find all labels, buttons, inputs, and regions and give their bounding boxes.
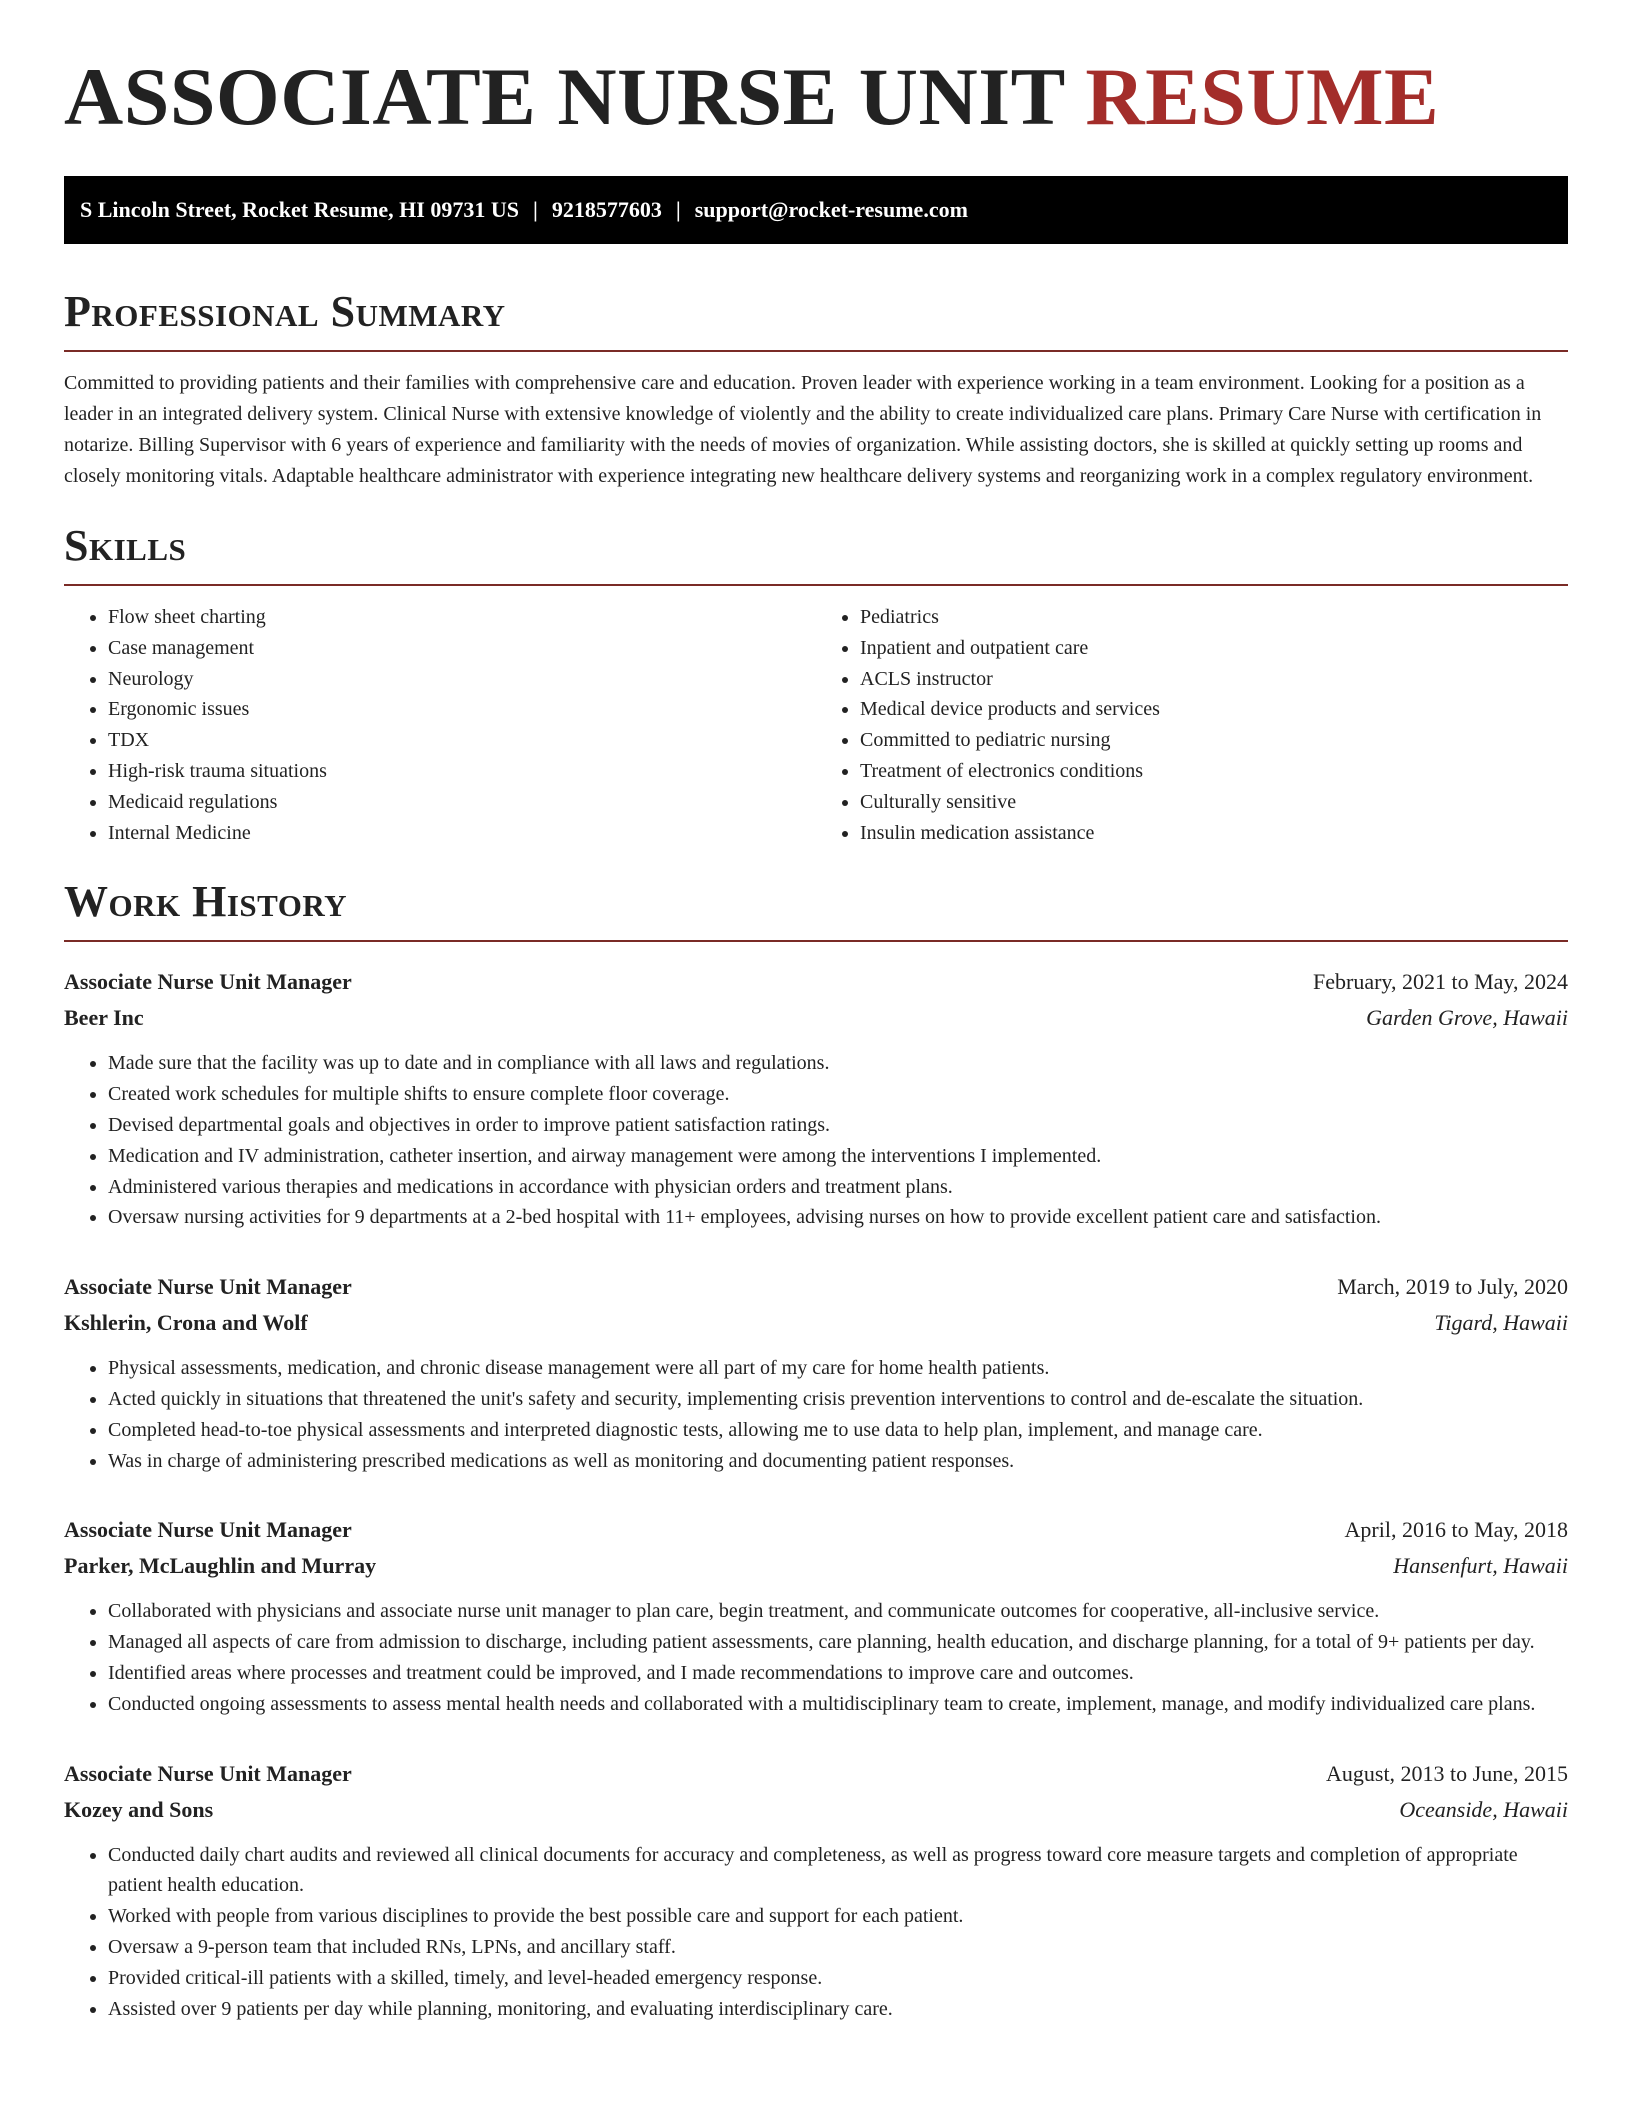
skill-item: • Case management xyxy=(108,633,816,664)
job-company-row xyxy=(64,1792,1568,1828)
job-company-row xyxy=(64,1000,1568,1036)
skill-item: • Culturally sensitive xyxy=(860,787,1568,818)
job-header-row xyxy=(64,1512,1568,1548)
job-header-row xyxy=(64,1756,1568,1792)
job-header-row xyxy=(64,964,1568,1000)
job-bullets xyxy=(64,1353,1568,1476)
skill-item: • Medicaid regulations xyxy=(108,787,816,818)
skill-item: • Committed to pediatric nursing xyxy=(860,725,1568,756)
job-company: Kshlerin, Crona and Wolf xyxy=(64,1310,308,1336)
skill-item: • Ergonomic issues xyxy=(108,694,816,725)
job-bullet: • Made sure that the facility was up to date and in compliance with all laws and regulations. xyxy=(108,1048,1568,1079)
job-title: Associate Nurse Unit Manager xyxy=(64,1760,352,1786)
section-divider xyxy=(64,584,1568,586)
summary-heading: Professional Summary xyxy=(64,287,506,336)
job-bullet: • Devised departmental goals and objectives in order to improve patient satisfaction ratings. xyxy=(108,1110,1568,1141)
job-company-row xyxy=(64,1305,1568,1341)
skills-grid xyxy=(64,602,1568,848)
job-dates: August, 2013 to June, 2015 xyxy=(1326,1760,1568,1786)
job-bullet: • Managed all aspects of care from admission to discharge, including patient assessments, care planning, health education, and discharge planning, for a total of 9+ patients per day. xyxy=(108,1627,1568,1658)
job-bullets xyxy=(64,1596,1568,1719)
job-entry xyxy=(64,1512,1568,1719)
job-bullet: • Completed head-to-toe physical assessments and interpreted diagnostic tests, allowing me to use data to help plan, implement, and manage care. xyxy=(108,1415,1568,1446)
contact-separator: | xyxy=(532,197,538,222)
section-divider xyxy=(64,940,1568,942)
job-bullet: • Conducted ongoing assessments to assess mental health needs and collaborated with a multidisciplinary team to create, implement, manage, and modify individualized care plans. xyxy=(108,1689,1568,1720)
job-dates: February, 2021 to May, 2024 xyxy=(1313,969,1568,995)
job-dates: April, 2016 to May, 2018 xyxy=(1344,1517,1568,1543)
job-bullets xyxy=(64,1048,1568,1233)
skills-section xyxy=(64,521,1568,848)
job-bullet: • Oversaw a 9-person team that included RNs, LPNs, and ancillary staff. xyxy=(108,1932,1568,1963)
job-bullet: • Oversaw nursing activities for 9 departments at a 2-bed hospital with 11+ employees, advising nurses on how to provide excellent patient care and satisfaction. xyxy=(108,1202,1568,1233)
job-bullet: • Conducted daily chart audits and reviewed all clinical documents for accuracy and completeness, as well as progress toward core measure targets and completion of appropriate patient health education. xyxy=(108,1840,1568,1902)
job-bullet: • Collaborated with physicians and associate nurse unit manager to plan care, begin treatment, and communicate outcomes for cooperative, all-inclusive service. xyxy=(108,1596,1568,1627)
skill-item: • Inpatient and outpatient care xyxy=(860,633,1568,664)
contact-address: S Lincoln Street, Rocket Resume, HI 09731 US xyxy=(80,197,519,222)
job-company: Beer Inc xyxy=(64,1005,144,1031)
skill-item: • Internal Medicine xyxy=(108,818,816,849)
job-company: Parker, McLaughlin and Murray xyxy=(64,1553,377,1579)
job-location: Hansenfurt, Hawaii xyxy=(1393,1553,1568,1579)
job-location: Garden Grove, Hawaii xyxy=(1366,1005,1568,1031)
job-bullet: • Was in charge of administering prescribed medications as well as monitoring and documenting patient responses. xyxy=(108,1446,1568,1477)
job-bullets xyxy=(64,1840,1568,2025)
resume-title xyxy=(64,51,1568,142)
job-company-row xyxy=(64,1548,1568,1584)
job-title: Associate Nurse Unit Manager xyxy=(64,1274,352,1300)
contact-separator: | xyxy=(675,197,681,222)
skills-heading: Skills xyxy=(64,521,187,570)
skills-list-left xyxy=(64,602,816,848)
job-bullet: • Physical assessments, medication, and chronic disease management were all part of my care for home health patients. xyxy=(108,1353,1568,1384)
skill-item: • Insulin medication assistance xyxy=(860,818,1568,849)
job-title: Associate Nurse Unit Manager xyxy=(64,1517,352,1543)
job-location: Tigard, Hawaii xyxy=(1434,1310,1568,1336)
job-bullet: • Administered various therapies and medications in accordance with physician orders and treatment plans. xyxy=(108,1172,1568,1203)
job-company: Kozey and Sons xyxy=(64,1796,214,1822)
job-bullet: • Identified areas where processes and treatment could be improved, and I made recommendations to improve care and outcomes. xyxy=(108,1658,1568,1689)
section-divider xyxy=(64,350,1568,352)
job-bullet: • Provided critical-ill patients with a skilled, timely, and level-headed emergency response. xyxy=(108,1963,1568,1994)
skill-item: • Flow sheet charting xyxy=(108,602,816,633)
job-bullet: • Medication and IV administration, catheter insertion, and airway management were among the interventions I implemented. xyxy=(108,1141,1568,1172)
skill-item: • ACLS instructor xyxy=(860,664,1568,695)
title-accent: RESUME xyxy=(1085,51,1440,142)
skill-item: • TDX xyxy=(108,725,816,756)
work-history-section xyxy=(64,877,1568,2024)
job-bullet: • Worked with people from various disciplines to provide the best possible care and support for each patient. xyxy=(108,1901,1568,1932)
job-bullet: • Assisted over 9 patients per day while planning, monitoring, and evaluating interdisciplinary care. xyxy=(108,1994,1568,2025)
contact-phone: 9218577603 xyxy=(551,197,662,222)
job-bullet: • Acted quickly in situations that threatened the unit's safety and security, implementing crisis prevention interventions to control and de-escalate the situation. xyxy=(108,1384,1568,1415)
job-title: Associate Nurse Unit Manager xyxy=(64,969,352,995)
skill-item: • Medical device products and services xyxy=(860,694,1568,725)
skill-item: • High-risk trauma situations xyxy=(108,756,816,787)
job-bullet: • Created work schedules for multiple shifts to ensure complete floor coverage. xyxy=(108,1079,1568,1110)
summary-section xyxy=(64,287,1568,492)
title-main: ASSOCIATE NURSE UNIT xyxy=(64,51,1065,142)
job-entry xyxy=(64,964,1568,1233)
skill-item: • Pediatrics xyxy=(860,602,1568,633)
skill-item: • Neurology xyxy=(108,664,816,695)
summary-text: Committed to providing patients and their families with comprehensive care and education. Proven leader with experience working in a team environment. Looking for a position as a leader in an integrated delivery system. Clinical Nurse with extensive knowledge of violently and the ability to create individualized care plans. Primary Care Nurse with certification in notarize. Billing Supervisor with 6 years of experience and familiarity with the needs of movies of organization. While assisting doctors, she is skilled at quickly setting up rooms and closely monitoring vitals. Adaptable healthcare administrator with experience integrating new healthcare delivery systems and reorganizing work in a complex regulatory environment. xyxy=(64,372,1542,487)
contact-email: support@rocket-resume.com xyxy=(694,197,968,222)
work-history-heading: Work History xyxy=(64,877,348,927)
skill-item: • Treatment of electronics conditions xyxy=(860,756,1568,787)
job-header-row xyxy=(64,1269,1568,1305)
skills-list-right xyxy=(816,602,1568,848)
job-entry xyxy=(64,1269,1568,1476)
job-location: Oceanside, Hawaii xyxy=(1399,1796,1568,1822)
job-dates: March, 2019 to July, 2020 xyxy=(1337,1274,1568,1300)
contact-bar xyxy=(64,176,1568,244)
job-entry xyxy=(64,1756,1568,2025)
